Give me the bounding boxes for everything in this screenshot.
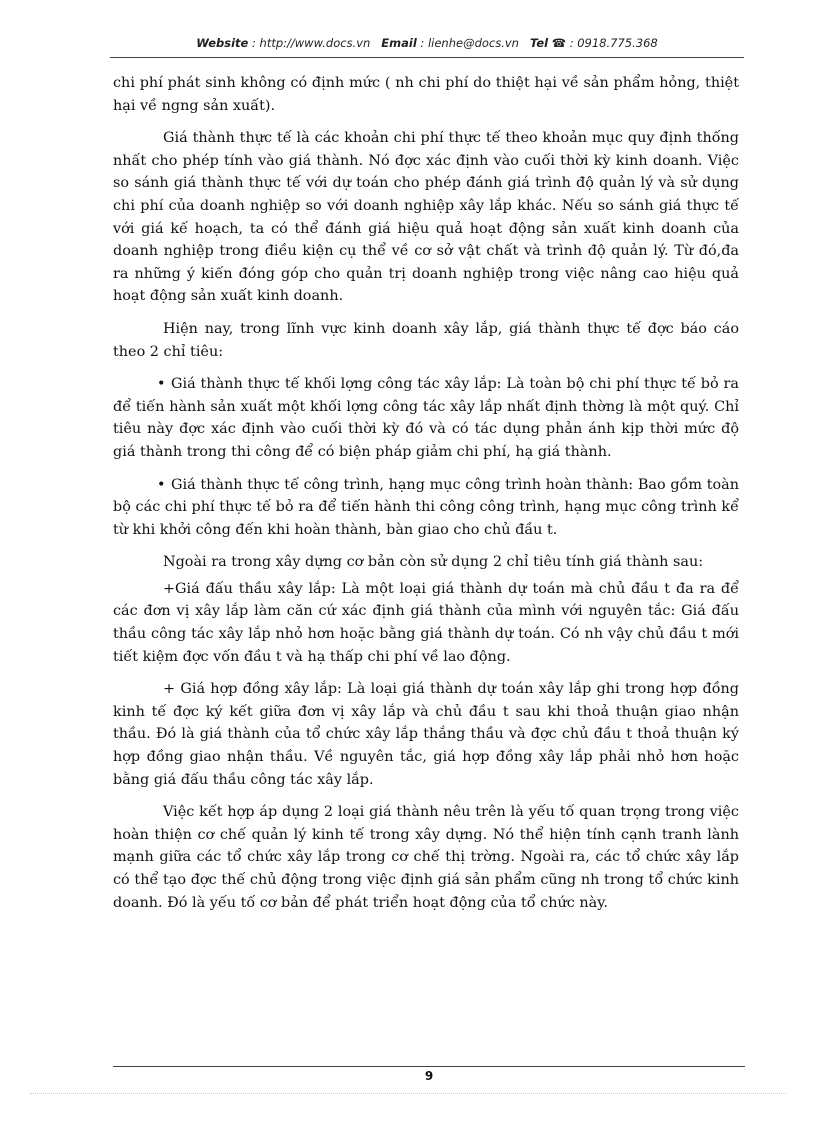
bullet-icon: • xyxy=(157,376,166,393)
tel-label: Tel xyxy=(529,36,549,50)
bullet-item-text: Giá thành thực tế công trình, hạng mục công trình hoàn thành: Bao gồm toàn bộ các chi phí thực tế bỏ ra để tiến hành thi công công trình, hạng mục công trình kể từ khi khởi công đến khi hoàn thành, bàn giao cho chủ đầu t. xyxy=(113,476,739,538)
website-value: : http://www.docs.vn xyxy=(252,36,371,50)
bullet-icon: • xyxy=(157,476,166,493)
tel-value: : 0918.775.368 xyxy=(569,36,658,50)
footer-rule xyxy=(113,1066,745,1067)
body-text xyxy=(113,72,739,924)
website-label: Website xyxy=(196,36,249,50)
paragraph-1: chi phí phát sinh không có định mức ( nh chi phí do thiệt hại về sản phẩm hỏng, thiệt hại về ngng sản xuất). xyxy=(113,75,739,114)
paragraph-3: Hiện nay, trong lĩnh vực kinh doanh xây lắp, giá thành thực tế đợc báo cáo theo 2 chỉ tiêu: xyxy=(113,320,739,360)
page-number: 9 xyxy=(424,1069,434,1083)
email-value: : lienhe@docs.vn xyxy=(420,36,519,50)
paragraph-6: Ngoài ra trong xây dựng cơ bản còn sử dụng 2 chỉ tiêu tính giá thành sau: xyxy=(163,554,704,571)
page-header xyxy=(110,36,744,56)
paragraph-7: +Giá đấu thầu xây lắp: Là một loại giá thành dự toán mà chủ đầu t đa ra để các đơn vị xây lắp làm căn cứ xác định giá thành của mình với nguyên tắc: Giá đấu thầu công tác xây lắp nhỏ hơn hoặc bằng giá thành dự toán. Có nh vậy chủ đầu t mới tiết kiệm đợc vốn đầu t và hạ thấp chi phí về lao động. xyxy=(113,580,739,665)
bullet-item-1 xyxy=(113,373,739,463)
paragraph-9: Việc kết hợp áp dụng 2 loại giá thành nêu trên là yếu tố quan trọng trong việc hoàn thiện cơ chế quản lý kinh tế trong xây dựng. Nó thể hiện tính cạnh tranh lành mạnh giữa các tổ chức xây lắp trong cơ chế thị trờng. Ngoài ra, các tổ chức xây lắp có thể tạo đợc thế chủ động trong việc định giá sản phẩm cũng nh trong tổ chức kinh doanh. Đó là yếu tố cơ bản để phát triển hoạt động của tổ chức này. xyxy=(113,804,739,911)
bullet-item-2 xyxy=(113,474,739,542)
page-edge-divider xyxy=(30,1093,786,1094)
email-label: Email xyxy=(381,36,417,50)
paragraph-8: + Giá hợp đồng xây lắp: Là loại giá thành dự toán xây lắp ghi trong hợp đồng kinh tế đợc ký kết giữa đơn vị xây lắp và chủ đầu t sau khi thoả thuận giao nhận thầu. Đó là giá thành của tổ chức xây lắp thắng thầu và đợc chủ đầu t thoả thuận ký hợp đồng giao nhận thầu. Về nguyên tắc, giá hợp đồng xây lắp phải nhỏ hơn hoặc bằng giá đấu thầu công tác xây lắp. xyxy=(113,681,739,788)
bullet-item-text: Giá thành thực tế khối lợng công tác xây lắp: Là toàn bộ chi phí thực tế bỏ ra để tiến hành sản xuất một khối lợng công tác xây lắp nhất định thờng là một quý. Chỉ tiêu này đợc xác định vào cuối thời kỳ đó và có tác dụng phản ánh kịp thời mức độ giá thành trong thi công để có biện pháp giảm chi phí, hạ giá thành. xyxy=(113,376,739,460)
paragraph-2: Giá thành thực tế là các khoản chi phí thực tế theo khoản mục quy định thống nhất cho phép tính vào giá thành. Nó đợc xác định vào cuối thời kỳ kinh doanh. Việc so sánh giá thành thực tế với dự toán cho phép đánh giá trình độ quản lý và sử dụng chi phí của doanh nghiệp so với doanh nghiệp xây lắp khác. Nếu so sánh giá thực tế với giá kế hoạch, ta có thể đánh giá hiệu quả hoạt động sản xuất kinh doanh của doanh nghiệp trong điều kiện cụ thể về cơ sở vật chất và trình độ quản lý. Từ đó,đa ra những ý kiến đóng góp cho quản trị doanh nghiệp trong việc nâng cao hiệu quả hoạt động sản xuất kinh doanh. xyxy=(113,130,739,305)
header-rule xyxy=(110,57,744,58)
phone-icon: ☎ xyxy=(551,36,567,50)
